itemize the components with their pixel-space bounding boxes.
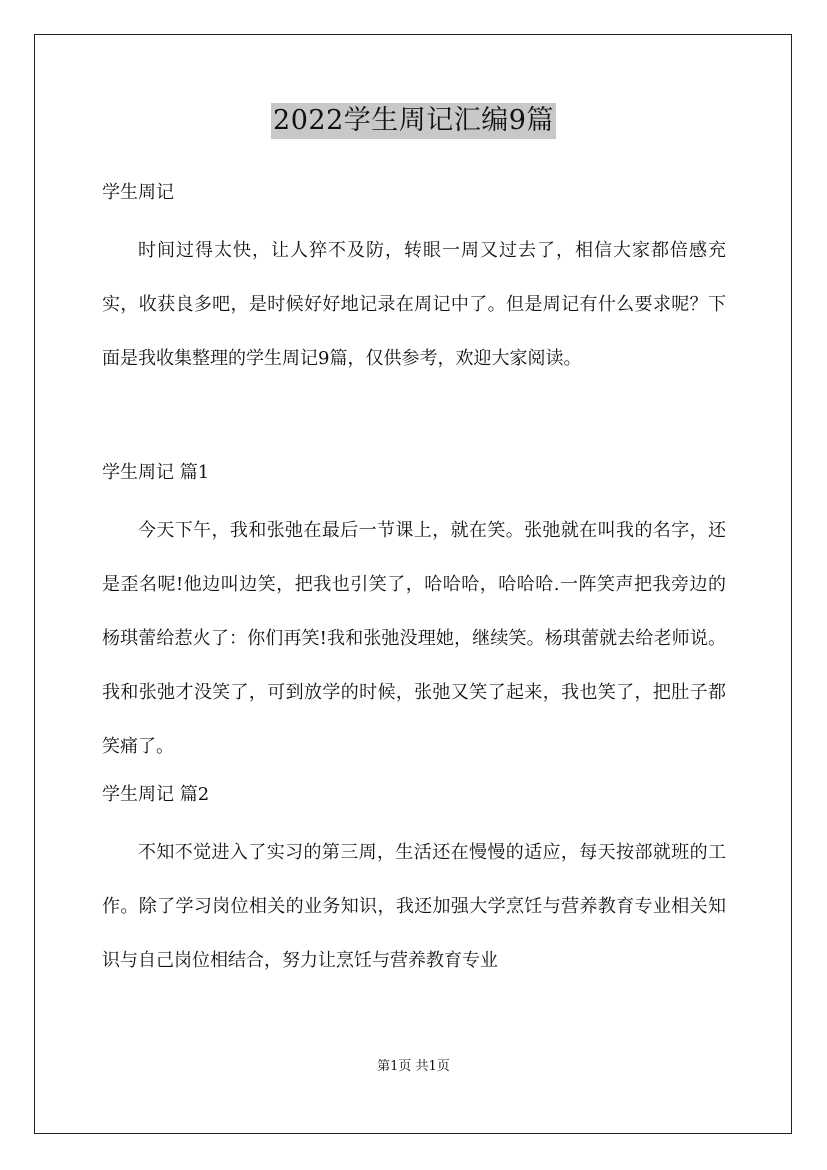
intro-heading: 学生周记: [102, 182, 174, 203]
spacer: [102, 494, 726, 504]
document-body: [102, 172, 726, 988]
spacer: [102, 386, 726, 452]
section-paragraph-1: 今天下午，我和张弛在最后一节课上，就在笑。张弛就在叫我的名字，还是歪名呢!他边叫边笑，把我也引笑了，哈哈哈，哈哈哈.一阵笑声把我旁边的杨琪蕾给惹火了：你们再笑!我和张弛没理她，继续笑。杨琪蕾就去给老师说。我和张弛才没笑了，可到放学的时候，张弛又笑了起来，我也笑了，把肚子都笑痛了。: [102, 520, 726, 757]
spacer: [102, 816, 726, 826]
document-title: 2022学生周记汇编9篇: [271, 103, 556, 139]
title-container: [0, 103, 827, 139]
page-footer: 第1页 共1页: [377, 1059, 450, 1074]
section-heading-2: 学生周记 篇2: [102, 784, 210, 805]
intro-paragraph: 时间过得太快，让人猝不及防，转眼一周又过去了，相信大家都倍感充实，收获良多吧，是时候好好地记录在周记中了。但是周记有什么要求呢？下面是我收集整理的学生周记9篇，仅供参考，欢迎大家阅读。: [102, 240, 726, 369]
spacer: [102, 214, 726, 224]
section-paragraph-2: 不知不觉进入了实习的第三周，生活还在慢慢的适应，每天按部就班的工作。除了学习岗位相关的业务知识，我还加强大学烹饪与营养教育专业相关知识与自己岗位相结合，努力让烹饪与营养教育专业: [102, 842, 726, 971]
section-heading-1: 学生周记 篇1: [102, 462, 210, 483]
